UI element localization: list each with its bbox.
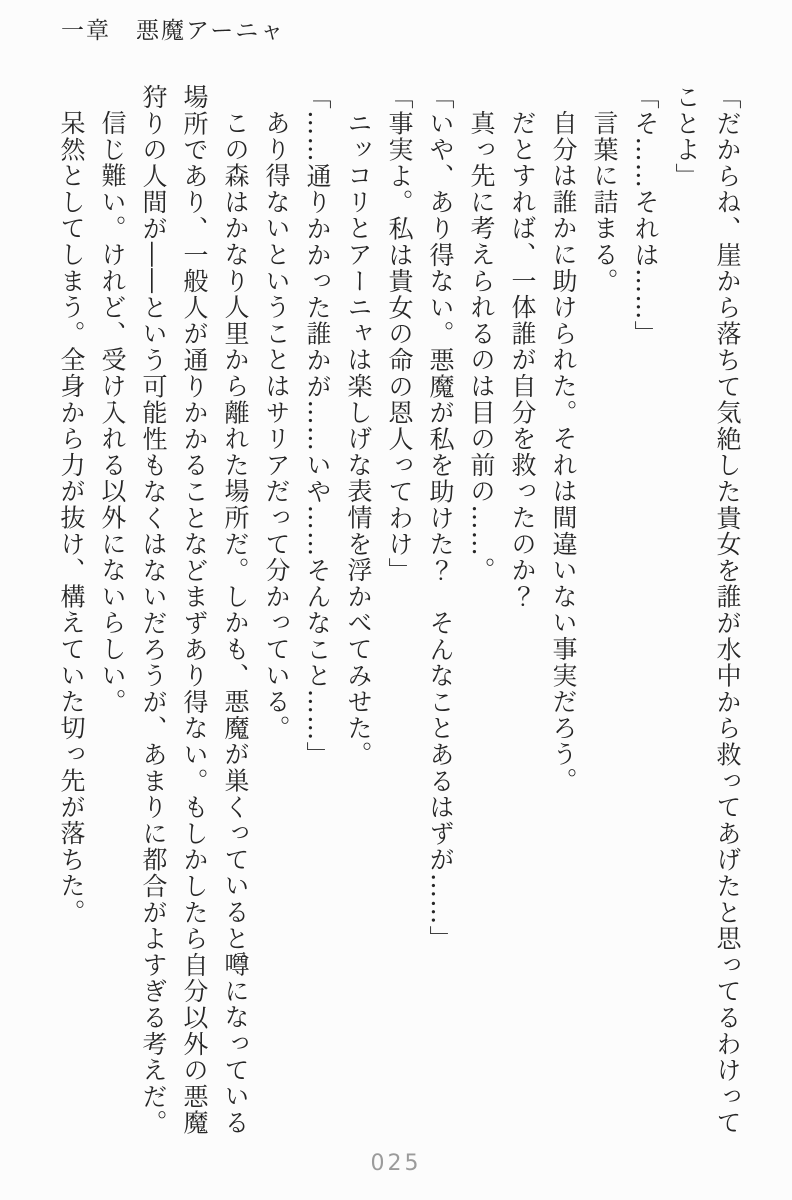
paragraph-6: 真っ先に考えられるのは目の前の……。 <box>467 110 496 584</box>
paragraph-3: 言葉に詰まる。 <box>590 110 619 295</box>
paragraph-4: 自分は誰かに助けられた。それは間違いない事実だろう。 <box>549 110 578 794</box>
paragraph-2: 「そ……それは……」 <box>631 84 660 347</box>
paragraph-12: この森はかなり人里から離れた場所だ。しかも、悪魔が巣くっていると噂になっている場所であり、一般人が通りかかることなどまずあり得ない。もしかしたら自分以外の悪魔狩りの人間が――という可能性もなくはないだろうが、あまりに都合がよすぎる考えだ。 <box>139 84 250 1136</box>
paragraph-10: 「……通りかかった誰かが……いや……そんなこと……」 <box>303 84 332 768</box>
paragraph-5: だとすれば、一体誰が自分を救ったのか？ <box>508 110 537 610</box>
paragraph-13: 信じ難い。けれど、受け入れる以外にないらしい。 <box>98 110 127 715</box>
paragraph-1: 「だからね、崖から落ちて気絶した貴女を誰が水中から救ってあげたと思ってるわけってことよ」 <box>672 84 742 1136</box>
paragraph-7: 「いや、あり得ない。悪魔が私を助けた？ そんなことあるはずが……」 <box>426 84 455 952</box>
paragraph-9: ニッコリとアーニャは楽しげな表情を浮かべてみせた。 <box>344 110 373 768</box>
body-text <box>51 84 748 1140</box>
paragraph-8: 「事実よ。私は貴女の命の恩人ってわけ」 <box>385 84 414 584</box>
chapter-header: 一章 悪魔アーニャ <box>61 18 286 44</box>
page-number: 025 <box>370 1151 422 1176</box>
paragraph-14: 呆然としてしまう。全身から力が抜け、構えていた切っ先が落ちた。 <box>57 110 86 926</box>
paragraph-11: あり得ないということはサリアだって分かっている。 <box>262 110 291 742</box>
